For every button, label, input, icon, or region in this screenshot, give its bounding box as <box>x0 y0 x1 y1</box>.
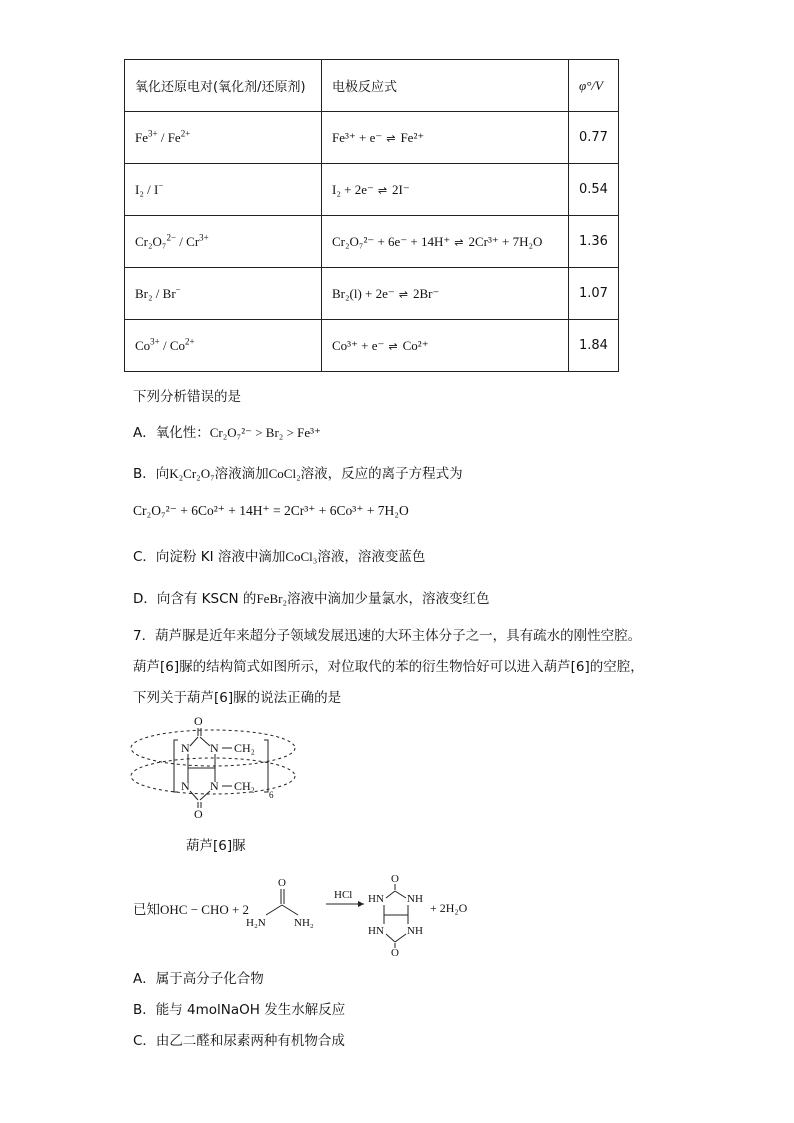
potential-value: 1.07 <box>569 268 619 320</box>
atom-n-bl: N <box>181 779 190 793</box>
option-b-label: B．向 <box>133 466 170 482</box>
q7-option-b[interactable]: B．能与 4molNaOH 发生水解反应 <box>133 1002 346 1018</box>
table-header-row <box>125 60 619 112</box>
atom-n-tl: N <box>181 741 190 755</box>
equilibrium-arrow-icon: ⇌ <box>454 235 465 249</box>
equilibrium-arrow-icon: ⇌ <box>386 131 397 145</box>
electrode-reaction-cell: Co³⁺ + e⁻ ⇌ Co²⁺ <box>322 320 569 372</box>
urea-nh2: NH₂ <box>294 917 314 929</box>
ch2-bottom: CH₂ <box>234 779 255 793</box>
figure-caption: 葫芦[6]脲 <box>186 838 246 854</box>
atom-o-bottom: O <box>194 807 203 821</box>
left-bracket <box>174 740 178 792</box>
known-reaction-lhs <box>133 898 249 918</box>
urea-h2n: H₂N <box>246 917 266 929</box>
atom-n-br: N <box>210 779 219 793</box>
redox-pair-cell: $Fe^{3+} / Fe^{2+}$ <box>125 112 322 164</box>
table-row <box>125 216 619 268</box>
arrow-label-hcl: HCl <box>334 889 353 901</box>
bond-bottom-right <box>200 791 210 800</box>
option-c-tail: 溶液，溶液变蓝色 <box>317 549 426 565</box>
urea-right-bond <box>282 905 298 915</box>
redox-pair-cell: $Cr_2O_7^{2-} / Cr^{3+}$ <box>125 216 322 268</box>
option-a-label: A．氧化性： <box>133 425 210 441</box>
atom-n-tr: N <box>210 741 219 755</box>
option-b-tail: 溶液，反应的离子方程式为 <box>300 466 463 482</box>
electrode-reaction-cell: Br₂(l) + 2e⁻ ⇌ 2Br⁻ <box>322 268 569 320</box>
table-row <box>125 320 619 372</box>
redox-pair-cell: $Co^{3+} / Co^{2+}$ <box>125 320 322 372</box>
redox-table <box>124 59 619 372</box>
table-row <box>125 164 619 216</box>
redox-pair-cell: Br₂ / Br− <box>125 268 322 320</box>
electrode-reaction-cell: I₂ + 2e⁻ ⇌ 2I⁻ <box>322 164 569 216</box>
q6-option-b[interactable] <box>133 462 463 482</box>
header-electrode-reaction: 电极反应式 <box>322 60 569 112</box>
electrode-reaction-cell: Fe³⁺ + e⁻ ⇌ Fe²⁺ <box>322 112 569 164</box>
potential-value: 0.54 <box>569 164 619 216</box>
product-nh-top: NH <box>407 893 423 905</box>
option-b-reagent2: CoCl₂ <box>268 466 301 481</box>
option-b-reagent: K₂Cr₂O₇ <box>169 466 215 481</box>
q7-line-2: 葫芦[6]脲的结构简式如图所示，对位取代的苯的衍生物恰好可以进入葫芦[6]的空腔， <box>133 659 644 675</box>
table-row <box>125 112 619 164</box>
reactant-glyoxal: OHC − CHO + 2 <box>160 902 250 917</box>
arrowhead <box>358 901 364 907</box>
q7-option-a[interactable]: A．属于高分子化合物 <box>133 971 264 987</box>
potential-value: 0.77 <box>569 112 619 164</box>
product-nh-bottom: NH <box>407 925 423 937</box>
known-prefix: 已知 <box>133 902 160 918</box>
option-a-expression: Cr₂O₇²⁻ > Br₂ > Fe³⁺ <box>209 425 321 440</box>
p-bond-2 <box>395 891 406 898</box>
option-d-reagent: FeBr₂ <box>256 591 287 606</box>
potential-value: 1.36 <box>569 216 619 268</box>
bond-top-right <box>200 737 210 746</box>
equilibrium-arrow-icon: ⇌ <box>398 287 409 301</box>
bond-top-left <box>190 737 198 746</box>
q6-option-d[interactable] <box>133 587 489 607</box>
urea-left-bond <box>266 905 282 915</box>
option-b-mid: 溶液滴加 <box>214 466 269 482</box>
q6-option-c[interactable] <box>133 545 425 565</box>
repeat-count: 6 <box>269 790 274 800</box>
atom-o-top: O <box>194 714 203 728</box>
option-d-tail: 溶液中滴加少量氯水，溶液变红色 <box>286 591 490 607</box>
bond-bottom-left <box>190 791 198 800</box>
known-reaction-diagram <box>240 872 480 958</box>
potential-value: 1.84 <box>569 320 619 372</box>
table-row <box>125 268 619 320</box>
ch2-top: CH₂ <box>234 741 255 755</box>
electrode-reaction-cell: Cr₂O₇²⁻ + 6e⁻ + 14H⁺ ⇌ 2Cr³⁺ + 7H₂O <box>322 216 569 268</box>
right-bracket <box>264 740 268 792</box>
q6-option-b-equation: Cr₂O₇²⁻ + 6Co²⁺ + 14H⁺ = 2Cr³⁺ + 6Co³⁺ + 7H₂O <box>133 503 409 518</box>
urea-o: O <box>278 877 286 889</box>
equilibrium-arrow-icon: ⇌ <box>388 339 399 353</box>
redox-pair-cell: I₂ / I− <box>125 164 322 216</box>
option-d-label: D．向含有 KSCN 的 <box>133 591 257 607</box>
product-hn-top: HN <box>368 893 384 905</box>
product-hn-bottom: HN <box>368 925 384 937</box>
option-c-label: C．向淀粉 KI 溶液中滴加 <box>133 549 286 565</box>
p-bond-5 <box>386 934 395 942</box>
q7-option-c[interactable]: C．由乙二醛和尿素两种有机物合成 <box>133 1033 345 1049</box>
product-water: + 2H₂O <box>430 901 468 915</box>
p-bond-6 <box>395 934 406 942</box>
product-o-top: O <box>391 873 399 885</box>
equilibrium-arrow-icon: ⇌ <box>377 183 389 197</box>
header-redox-pair: 氧化还原电对(氧化剂/还原剂) <box>125 60 322 112</box>
q7-line-1: 7．葫芦脲是近年来超分子领域发展迅速的大环主体分子之一，具有疏水的刚性空腔。 <box>133 628 642 644</box>
q6-option-a[interactable] <box>133 421 321 441</box>
q6-stem: 下列分析错误的是 <box>133 389 241 405</box>
q7-line-3: 下列关于葫芦[6]脲的说法正确的是 <box>133 690 342 706</box>
p-bond-1 <box>386 891 395 898</box>
header-potential: φ°/V <box>569 60 619 112</box>
product-o-bottom: O <box>391 947 399 958</box>
cucurbituril-structure-diagram <box>128 712 308 822</box>
option-c-reagent: CoCl₃ <box>285 549 318 564</box>
